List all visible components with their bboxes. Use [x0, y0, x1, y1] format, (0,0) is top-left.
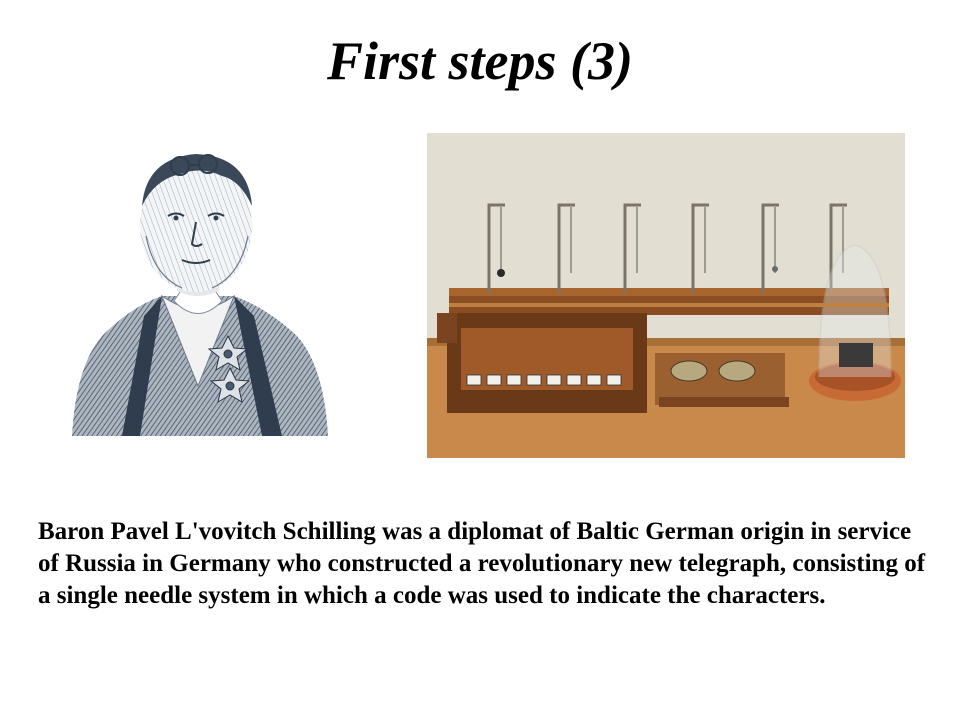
slide-title: First steps (3): [326, 31, 634, 91]
telegraph-apparatus-photo: [427, 133, 905, 458]
body-paragraph: Baron Pavel L'vovitch Schilling was a diplomat of Baltic German origin in service of Russia in Germany who constructed a revolutionary new telegraph, consisting of a single needle system in which a code was used to indicate the characters.: [38, 518, 926, 609]
portrait-image: [62, 136, 334, 446]
